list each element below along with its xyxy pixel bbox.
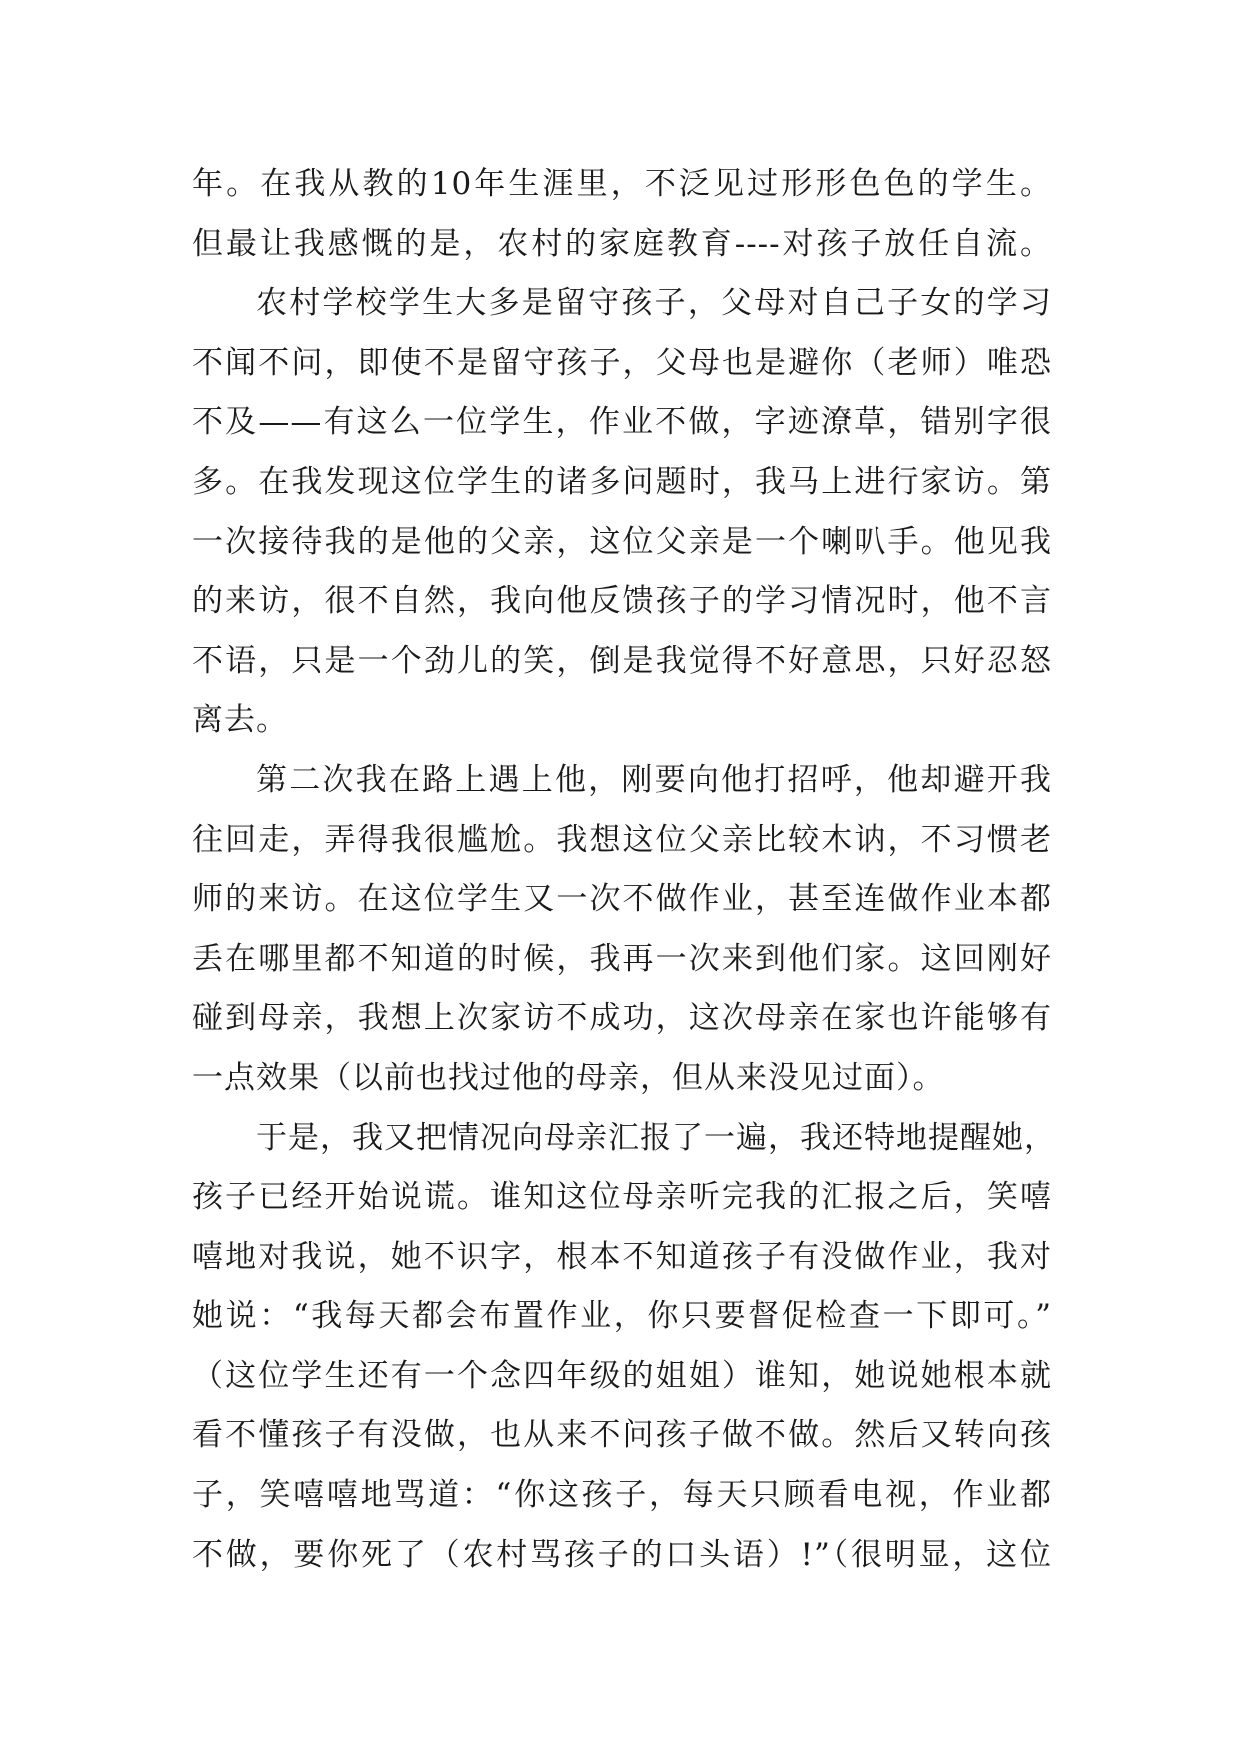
- text-line: 师的来访。在这位学生又一次不做作业，甚至连做作业本都: [192, 881, 1052, 918]
- text-line: 不做，要你死了（农村骂孩子的口头语）!”（很明显，这位: [192, 1536, 1052, 1573]
- text-line: 但最让我感慨的是，农村的家庭教育----对孩子放任自流。: [192, 225, 1052, 262]
- paragraph-end-line: 离去。: [192, 702, 288, 739]
- paragraph-start-line: 第二次我在路上遇上他，刚要向他打招呼，他却避开我: [256, 761, 1052, 798]
- text-line: 往回走，弄得我很尴尬。我想这位父亲比较木讷，不习惯老: [192, 821, 1052, 858]
- text-line: 的来访，很不自然，我向他反馈孩子的学习情况时，他不言: [192, 583, 1052, 620]
- paragraph-end-line: 一点效果（以前也找过他的母亲，但从来没见过面）。: [192, 1059, 945, 1096]
- text-line: 嘻地对我说，她不识字，根本不知道孩子有没做作业，我对: [192, 1238, 1052, 1275]
- text-line: 孩子已经开始说谎。谁知这位母亲听完我的汇报之后，笑嘻: [192, 1179, 1052, 1216]
- text-line: 碰到母亲，我想上次家访不成功，这次母亲在家也许能够有: [192, 1000, 1052, 1037]
- document-body: [192, 155, 1056, 1585]
- text-line: （这位学生还有一个念四年级的姐姐）谁知，她说她根本就: [192, 1357, 1052, 1394]
- text-line: 不语，只是一个劲儿的笑，倒是我觉得不好意思，只好忍怒: [192, 642, 1052, 679]
- paragraph-start-line: 于是，我又把情况向母亲汇报了一遍，我还特地提醒她，: [256, 1119, 1056, 1156]
- text-line: 子，笑嘻嘻地骂道：“你这孩子，每天只顾看电视，作业都: [192, 1477, 1052, 1514]
- text-line: 年。在我从教的10年生涯里，不泛见过形形色色的学生。: [192, 166, 1052, 202]
- text-line: 她说：“我每天都会布置作业，你只要督促检查一下即可。”: [192, 1298, 1052, 1335]
- paragraph-start-line: 农村学校学生大多是留守孩子，父母对自己子女的学习: [256, 285, 1052, 322]
- text-line: 不及——有这么一位学生，作业不做，字迹潦草，错别字很: [192, 404, 1052, 441]
- text-line: 一次接待我的是他的父亲，这位父亲是一个喇叭手。他见我: [192, 523, 1052, 560]
- text-line: 多。在我发现这位学生的诸多问题时，我马上进行家访。第: [192, 463, 1052, 500]
- text-line: 不闻不问，即使不是留守孩子，父母也是避你（老师）唯恐: [192, 344, 1052, 381]
- text-line: 看不懂孩子有没做，也从来不问孩子做不做。然后又转向孩: [192, 1417, 1052, 1454]
- text-line: 丢在哪里都不知道的时候，我再一次来到他们家。这回刚好: [192, 940, 1052, 977]
